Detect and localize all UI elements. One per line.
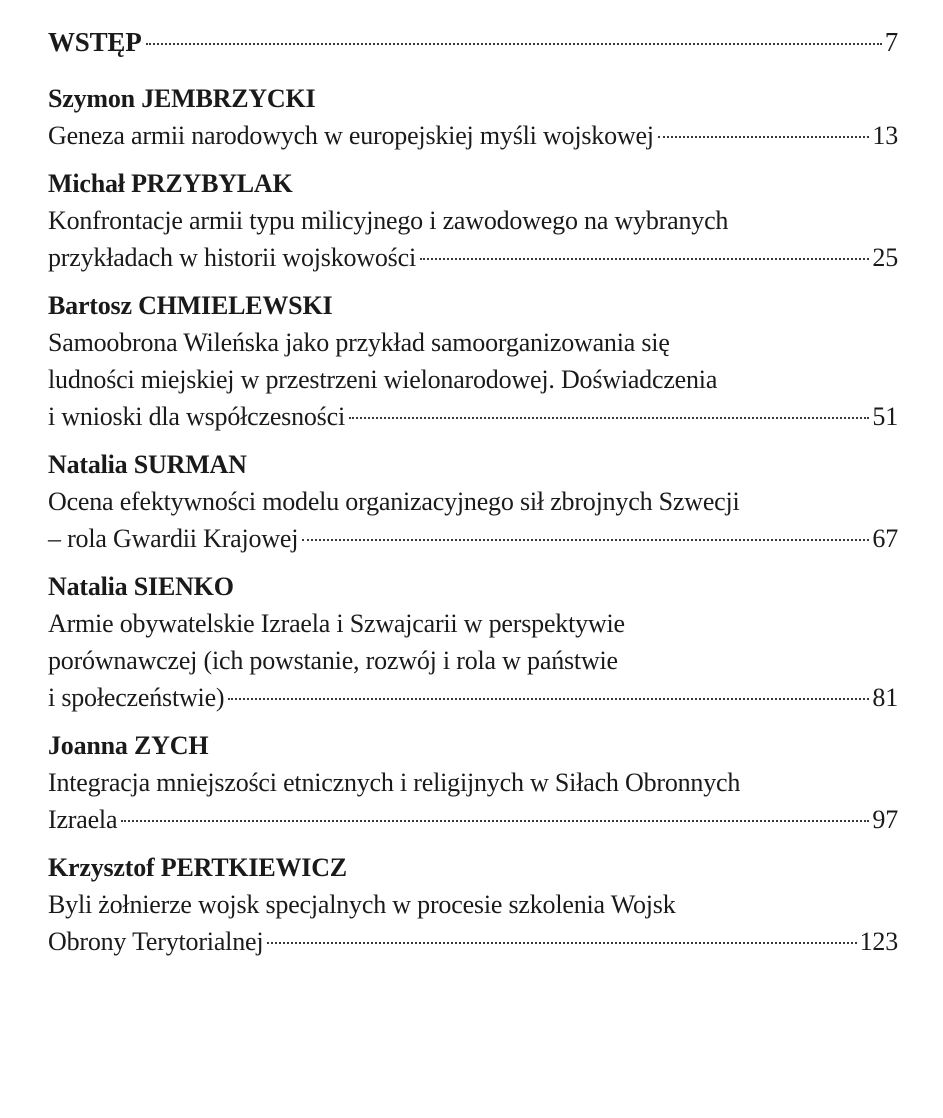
page-number: 81 <box>872 683 898 712</box>
toc-entry-line <box>48 117 898 154</box>
toc-entry <box>48 166 898 276</box>
toc-entry <box>48 288 898 435</box>
toc-entry <box>48 850 898 960</box>
dot-leader <box>267 942 856 944</box>
page-number: 51 <box>872 402 898 431</box>
article-title-line: Byli żołnierze wojsk specjalnych w procesie szkolenia Wojsk <box>48 890 676 919</box>
page-number: 25 <box>872 243 898 272</box>
toc-entry-line <box>48 239 898 276</box>
article-title: Izraela <box>48 805 118 834</box>
article-title-line: Samoobrona Wileńska jako przykład samoorganizowania się <box>48 328 670 357</box>
dot-leader <box>146 43 882 45</box>
author-name: Joanna ZYCH <box>48 731 209 760</box>
dot-leader <box>228 698 869 700</box>
article-title: i społeczeństwie) <box>48 683 225 712</box>
toc-entry-line <box>48 801 898 838</box>
article-title-line: Integracja mniejszości etnicznych i religijnych w Siłach Obronnych <box>48 768 741 797</box>
article-title-line: porównawczej (ich powstanie, rozwój i rola w państwie <box>48 646 618 675</box>
article-title: i wnioski dla współczesności <box>48 402 345 431</box>
toc-entry <box>48 728 898 838</box>
intro-title: WSTĘP <box>48 27 142 57</box>
toc-entry-line <box>48 679 898 716</box>
table-of-contents <box>48 24 898 972</box>
author-name: Natalia SIENKO <box>48 572 234 601</box>
dot-leader <box>349 417 869 419</box>
toc-entry-line <box>48 923 898 960</box>
toc-entry-intro <box>48 24 898 61</box>
author-name: Michał PRZYBYLAK <box>48 169 293 198</box>
dot-leader <box>658 136 870 138</box>
dot-leader <box>420 258 869 260</box>
page-number: 13 <box>872 121 898 150</box>
page-number: 67 <box>872 524 898 553</box>
article-title: przykładach w historii wojskowości <box>48 243 416 272</box>
dot-leader <box>121 820 869 822</box>
article-title-line: ludności miejskiej w przestrzeni wielonarodowej. Doświadczenia <box>48 365 718 394</box>
article-title: Geneza armii narodowych w europejskiej myśli wojskowej <box>48 121 654 150</box>
dot-leader <box>302 539 869 541</box>
toc-entry-line <box>48 520 898 557</box>
article-title-line: Konfrontacje armii typu milicyjnego i zawodowego na wybranych <box>48 206 729 235</box>
author-name: Bartosz CHMIELEWSKI <box>48 291 333 320</box>
page-number: 123 <box>859 927 898 956</box>
author-name: Szymon JEMBRZYCKI <box>48 84 316 113</box>
author-name: Krzysztof PERTKIEWICZ <box>48 853 347 882</box>
page-number: 7 <box>884 27 898 57</box>
article-title: Obrony Terytorialnej <box>48 927 264 956</box>
toc-entry <box>48 447 898 557</box>
toc-entry <box>48 569 898 716</box>
page-number: 97 <box>872 805 898 834</box>
article-title-line: Armie obywatelskie Izraela i Szwajcarii w perspektywie <box>48 609 625 638</box>
author-name: Natalia SURMAN <box>48 450 247 479</box>
article-title: – rola Gwardii Krajowej <box>48 524 299 553</box>
toc-entry-line <box>48 398 898 435</box>
toc-entry-line <box>48 24 898 61</box>
toc-entry <box>48 81 898 154</box>
article-title-line: Ocena efektywności modelu organizacyjnego sił zbrojnych Szwecji <box>48 487 740 516</box>
